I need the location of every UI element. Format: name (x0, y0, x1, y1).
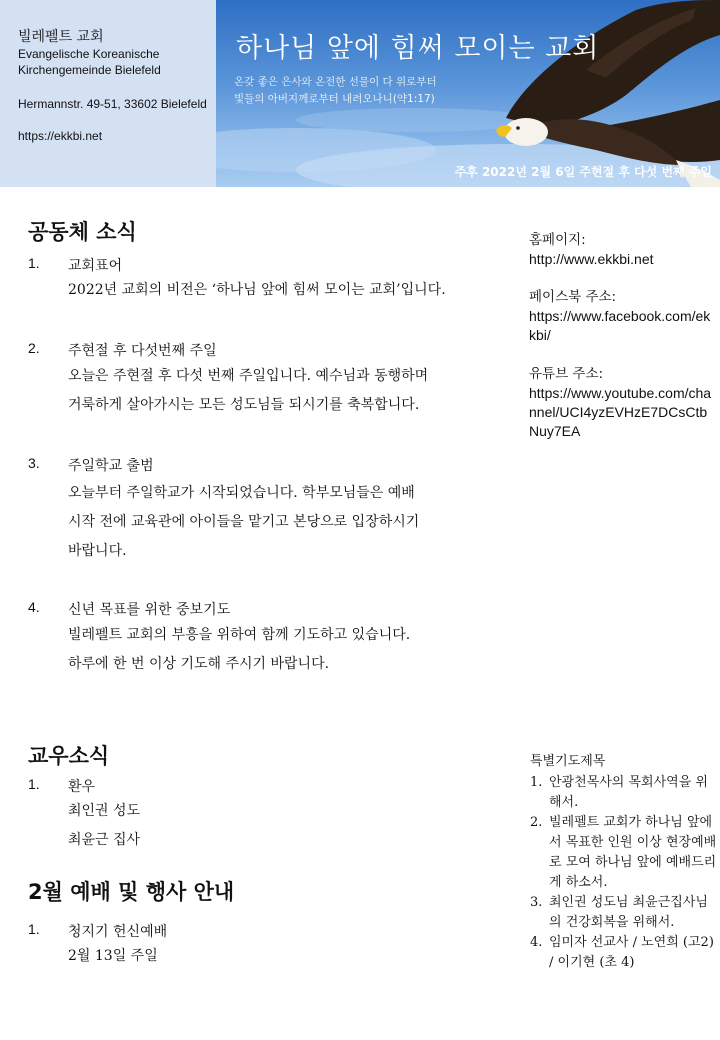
church-website: https://ekkbi.net (18, 129, 103, 143)
church-name-de-line1: Evangelische Koreanische (18, 47, 160, 61)
community-news-title: 공동체 소식 (28, 220, 137, 244)
item-title: 주현절 후 다섯번째 주일 (68, 343, 217, 359)
item-body-line: 2022년 교회의 비전은 ‘하나님 앞에 힘써 모이는 교회’입니다. (68, 282, 446, 298)
facebook-label: 페이스북 주소: (529, 289, 617, 305)
prayer-item (530, 813, 718, 893)
item-body-line: 최인권 성도 (68, 803, 141, 819)
banner-verse: 온갖 좋은 은사와 온전한 선물이 다 위로부터 빛들의 아버지께로부터 내려오나니(약1:17) (234, 76, 437, 105)
item-body-line: 시작 전에 교육관에 아이들을 맡기고 본당으로 입장하시기 (68, 514, 420, 530)
item-title: 교회표어 (68, 258, 123, 274)
item-number: 1. (28, 776, 40, 792)
homepage-link[interactable] (529, 231, 715, 269)
item-number: 1. (28, 921, 40, 937)
homepage-label: 홈페이지: (529, 232, 586, 248)
prayer-number: 2. (530, 815, 543, 830)
prayer-number: 1. (530, 775, 543, 790)
item-body-line: 거룩하게 살아가시는 모든 성도님들 되시기를 축복합니다. (68, 397, 420, 413)
prayer-item (530, 933, 718, 973)
member-news-title: 교우소식 (28, 744, 110, 768)
banner-date: 주후 2022년 2월 6일 주현절 후 다섯 번째 주일 (454, 165, 712, 179)
prayer-item (530, 773, 718, 813)
youtube-url[interactable]: https://www.youtube.com/channel/UCI4yzEVHzE7DCsCtbNuy7EA (529, 385, 712, 439)
church-info-panel (0, 0, 216, 187)
youtube-label: 유튜브 주소: (529, 366, 604, 382)
prayer-text: 임미자 선교사 / 노연희 (고2) / 이기현 (초 4) (549, 935, 714, 970)
prayer-text: 최인권 성도님 최윤근집사님의 건강회복을 위해서. (549, 895, 708, 930)
facebook-url[interactable]: https://www.facebook.com/ekkbi/ (529, 308, 711, 343)
item-body-line: 하루에 한 번 이상 기도해 주시기 바랍니다. (68, 656, 330, 672)
item-body-line: 최윤근 집사 (68, 832, 141, 848)
worship-events-title: 2월 예배 및 행사 안내 (28, 880, 235, 904)
item-number: 2. (28, 340, 40, 356)
item-body-line: 2월 13일 주일 (68, 948, 158, 964)
prayer-number: 4. (530, 935, 543, 950)
header (0, 0, 720, 187)
item-title: 청지기 헌신예배 (68, 924, 168, 940)
prayer-title: 특별기도제목 (530, 754, 606, 769)
prayer-item (530, 893, 718, 933)
facebook-link[interactable] (529, 288, 715, 345)
item-number: 1. (28, 255, 40, 271)
item-title: 주일학교 출범 (68, 458, 154, 474)
prayer-list (530, 773, 718, 973)
homepage-url[interactable]: http://www.ekkbi.net (529, 251, 654, 267)
youtube-link[interactable] (529, 365, 715, 441)
item-body-line: 오늘부터 주일학교가 시작되었습니다. 학부모님들은 예배 (68, 485, 415, 501)
banner-title: 하나님 앞에 힘써 모이는 교회 (236, 33, 600, 64)
banner (216, 0, 720, 187)
item-title: 환우 (68, 779, 96, 795)
prayer-number: 3. (530, 895, 543, 910)
church-name-de-line2: Kirchengemeinde Bielefeld (18, 63, 161, 77)
item-body-line: 바랍니다. (68, 543, 127, 559)
item-number: 3. (28, 455, 40, 471)
prayer-text: 빌레펠트 교회가 하나님 앞에서 목표한 인원 이상 현장예배로 모여 하나님 앞에 예배드리게 하소서. (549, 815, 717, 890)
church-address: Hermannstr. 49-51, 33602 Bielefeld (18, 97, 207, 111)
item-title: 신년 목표를 위한 중보기도 (68, 602, 231, 618)
church-name-ko: 빌레펠트 교회 (18, 29, 104, 45)
item-number: 4. (28, 599, 40, 615)
item-body-line: 빌레펠트 교회의 부흥을 위하여 함께 기도하고 있습니다. (68, 627, 411, 643)
item-body-line: 오늘은 주현절 후 다섯 번째 주일입니다. 예수님과 동행하며 (68, 368, 429, 384)
prayer-requests (530, 752, 718, 973)
prayer-text: 안광천목사의 목회사역을 위해서. (549, 775, 708, 810)
